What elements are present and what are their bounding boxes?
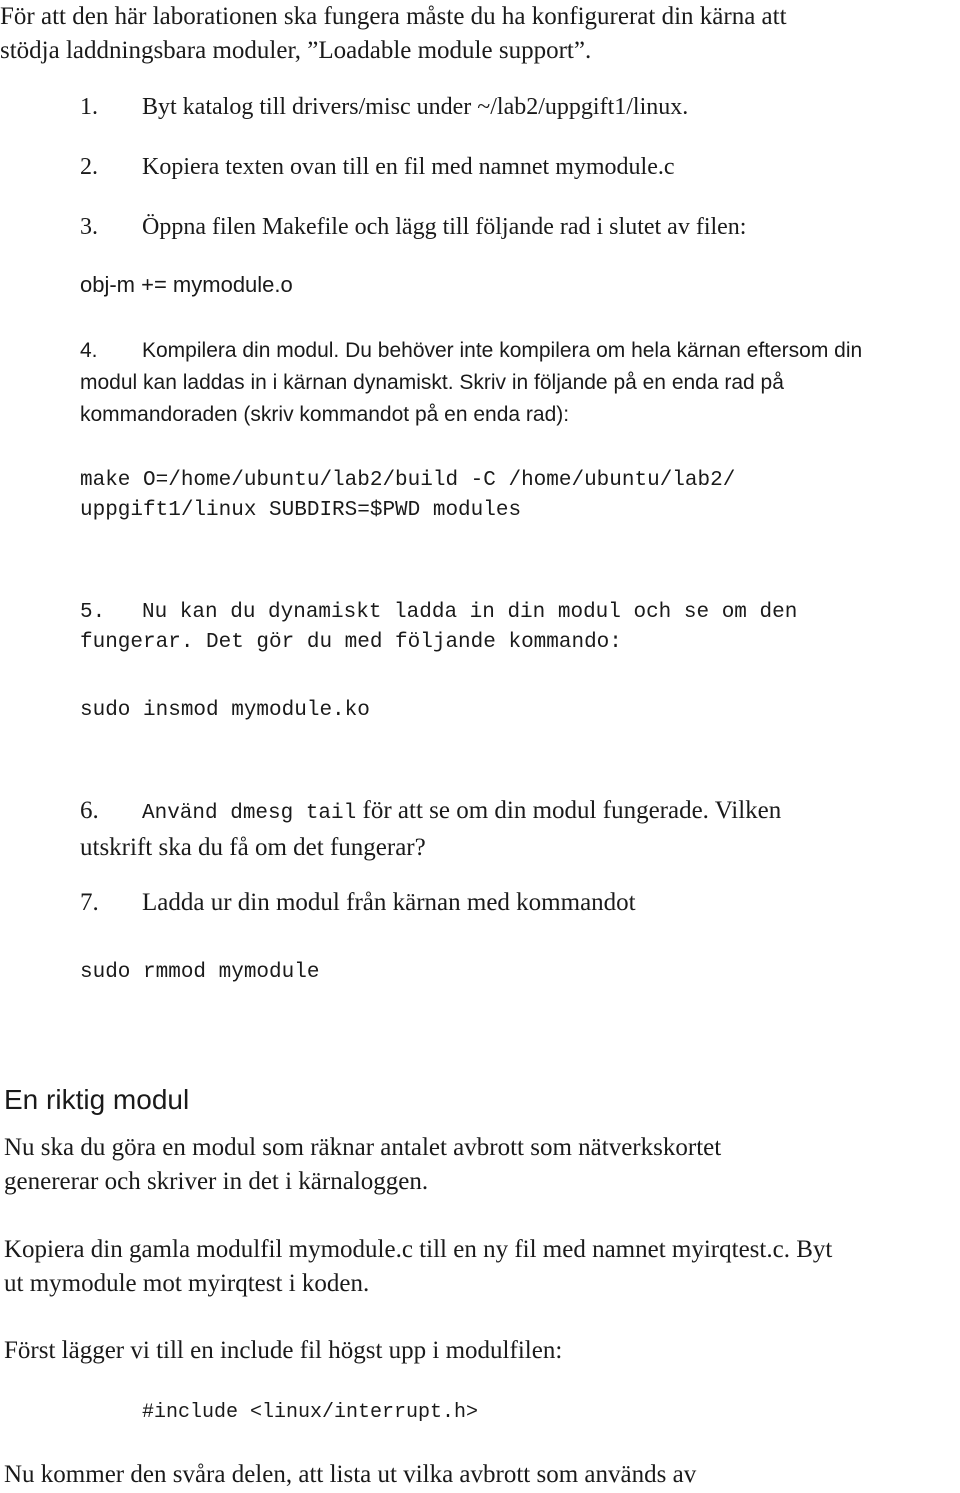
intro-line-2: stödja laddningsbara moduler, ”Loadable module support”.: [0, 37, 592, 64]
rmmod-command: sudo rmmod mymodule: [80, 961, 320, 984]
step-4: [80, 335, 862, 431]
paragraph-line-2: genererar och skriver in det i kärnaloggen.: [4, 1168, 429, 1195]
step-number: 2.: [80, 154, 98, 180]
section-paragraph-3: Först lägger vi till en include fil högst upp i modulfilen:: [4, 1337, 563, 1364]
section-paragraph-4: Nu kommer den svåra delen, att lista ut vilka avbrott som används av: [4, 1461, 697, 1488]
step-3: [80, 210, 746, 244]
paragraph-line-2: ut mymodule mot myirqtest i koden.: [4, 1270, 370, 1297]
step-text-line-2: fungerar. Det gör du med följande kommando:: [80, 631, 622, 654]
insmod-command: sudo insmod mymodule.ko: [80, 699, 370, 722]
step-text: Kompilera din modul. Du behöver inte kompilera om hela kärnan eftersom din: [142, 339, 863, 362]
step-text-line-3: kommandoraden (skriv kommandot på en enda rad):: [80, 403, 570, 426]
step-text: Byt katalog till drivers/misc under ~/lab2/uppgift1/linux.: [142, 94, 689, 120]
step-text-line-2: modul kan laddas in i kärnan dynamiskt. Skriv in följande på en enda rad på: [80, 371, 784, 394]
step-6: [80, 794, 781, 865]
step-number: 6.: [80, 797, 99, 824]
intro-paragraph: [0, 0, 787, 68]
step-number: 7.: [80, 889, 99, 916]
step-number: 5.: [80, 601, 106, 624]
inline-code: Använd dmesg tail: [142, 802, 357, 825]
step-text: Öppna filen Makefile och lägg till följande rad i slutet av filen:: [142, 214, 747, 240]
step-text: för att se om din modul fungerade. Vilken: [356, 797, 782, 824]
step-text-line-2: utskrift ska du få om det fungerar?: [80, 834, 426, 861]
step-number: 3.: [80, 214, 98, 240]
section-paragraph-1: [4, 1131, 721, 1199]
step-number: 1.: [80, 94, 98, 120]
intro-line-1: För att den här laborationen ska fungera måste du ha konfigurerat din kärna att: [0, 3, 787, 30]
step-2: [80, 150, 675, 184]
make-command: [80, 466, 735, 526]
command-line-1: make O=/home/ubuntu/lab2/build -C /home/ubuntu/lab2/: [80, 469, 736, 492]
step-5: [80, 598, 797, 658]
step-7: [80, 886, 636, 920]
step-number: 4.: [80, 339, 98, 362]
include-line: #include <linux/interrupt.h>: [142, 1401, 479, 1424]
step-text: Nu kan du dynamiskt ladda in din modul och se om den: [142, 601, 798, 624]
paragraph-line-1: Kopiera din gamla modulfil mymodule.c till en ny fil med namnet myirqtest.c. Byt: [4, 1236, 833, 1263]
paragraph-line-1: Nu ska du göra en modul som räknar antalet avbrott som nätverkskortet: [4, 1134, 722, 1161]
step-text: Ladda ur din modul från kärnan med kommandot: [142, 889, 636, 916]
section-paragraph-2: [4, 1233, 832, 1301]
command-line-2: uppgift1/linux SUBDIRS=$PWD modules: [80, 499, 522, 522]
step-text: Kopiera texten ovan till en fil med namnet mymodule.c: [142, 154, 675, 180]
section-heading: En riktig modul: [4, 1084, 190, 1115]
makefile-line: obj-m += mymodule.o: [80, 272, 293, 297]
step-1: [80, 90, 688, 124]
